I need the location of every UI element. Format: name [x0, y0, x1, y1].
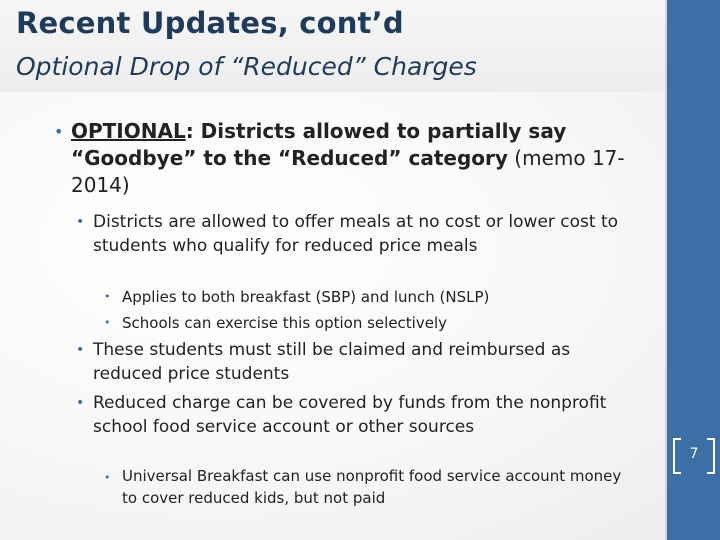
page-number-box [673, 438, 715, 474]
memo-reference: (memo 17-2014) [71, 146, 625, 197]
bullet-level3: • [104, 471, 111, 484]
optional-keyword: OPTIONAL [71, 119, 186, 143]
bullet-text-level2: Districts are allowed to offer meals at no cost or lower cost to students who qualify for reduced price meals [93, 212, 619, 256]
bullet-text-level3: Applies to both breakfast (SBP) and lunch (NSLP) [122, 288, 490, 306]
bullet-level2: • [76, 342, 85, 358]
bullet-level2: • [76, 395, 85, 411]
bullet-text-level3: Schools can exercise this option selectively [122, 314, 447, 332]
bullet-level3: • [104, 290, 111, 303]
slide-title: Recent Updates, cont’d [16, 6, 404, 40]
bullet-level1: • [54, 122, 64, 141]
slide-subtitle: Optional Drop of “Reduced” Charges [16, 52, 477, 81]
bullet-text-level1 [71, 118, 631, 199]
bullet-level2: • [76, 214, 85, 230]
bullet-text-level2: Reduced charge can be covered by funds from the nonprofit school food service account or other sources [93, 393, 607, 437]
bullet-text-level3: Universal Breakfast can use nonprofit food service account money to cover reduced kids, but not paid [122, 467, 622, 507]
page-number: 7 [689, 446, 699, 462]
bullet-text-level2: These students must still be claimed and reimbursed as reduced price students [93, 340, 571, 384]
bullet-level3: • [104, 316, 111, 329]
level1-main-text: : Districts allowed to partially say “Goodbye” to the “Reduced” category [71, 119, 567, 170]
